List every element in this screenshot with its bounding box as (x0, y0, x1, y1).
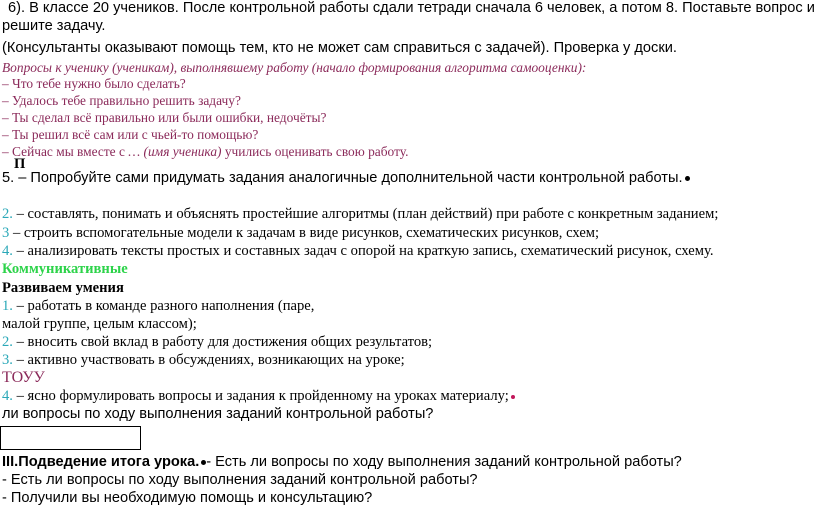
question-5-end: учились оценивать свою работу. (221, 144, 409, 159)
develop-skills-heading: Развиваем умения (2, 280, 124, 296)
skill-4-text: – анализировать тексты простых и составных задач с опорой на краткую запись, схематический рисунок, схему. (12, 243, 714, 259)
question-4: – Ты решил всё сам или с чьей-то помощью? (2, 127, 259, 142)
pink-dot-icon (511, 395, 515, 399)
questions-heading: Вопросы к ученику (ученикам), выполнявшему работу (начало формирования алгоритма самооценки): (2, 60, 587, 75)
comm-skill-2-number: 2. (2, 334, 13, 350)
question-3: – Ты сделал всё правильно или были ошибки, недочёты? (2, 110, 327, 125)
task-5-text: 5. – Попробуйте сами придумать задания аналогичные дополнительной части контрольной работы. (2, 170, 683, 186)
letter-p: П (14, 156, 26, 172)
skill-2-number: 2. (2, 206, 13, 222)
summary-question-2: - Есть ли вопросы по ходу выполнения заданий контрольной работы? (2, 472, 478, 488)
summary-question: - Есть ли вопросы по ходу выполнения заданий контрольной работы? (206, 454, 682, 470)
skill-3 (2, 225, 599, 242)
empty-box (0, 426, 141, 450)
comm-skill-4-number: 4. (2, 388, 13, 404)
comm-skill-4 (2, 388, 515, 405)
question-5-name: … (имя ученика) (128, 144, 222, 159)
question-5 (2, 144, 408, 159)
comm-skill-3-text: – активно участвовать в обсуждениях, возникающих на уроке; (12, 352, 405, 368)
task-line-2: решите задачу. (2, 18, 106, 34)
comm-skill-4-text: – ясно формулировать вопросы и задания к пройденному на уроках материалу; (12, 388, 509, 404)
skill-2-text: – составлять, понимать и объяснять простейшие алгоритмы (план действий) при работе с конкретным заданием; (12, 206, 719, 222)
skill-2 (2, 206, 718, 223)
consultants-note: (Консультанты оказывают помощь тем, кто не может сам справиться с задачей). Проверка у доски. (2, 40, 677, 56)
summary-question-3: - Получили вы необходимую помощь и консультацию? (2, 490, 373, 506)
question-1: – Что тебе нужно было сделать? (2, 76, 186, 91)
summary-heading: III.Подведение итога урока. (2, 454, 200, 470)
toyy-label: ТОУУ (2, 369, 45, 386)
comm-skill-1-text: – работать в команде разного наполнения (паре, (12, 298, 315, 314)
comm-skill-1-cont: малой группе, целым классом); (2, 316, 197, 332)
questions-fragment: ли вопросы по ходу выполнения заданий контрольной работы? (2, 406, 434, 422)
bullet-dot-icon (685, 176, 690, 181)
communicative-heading: Коммуникативные (2, 261, 128, 277)
skill-4 (2, 243, 714, 260)
comm-skill-1-number: 1. (2, 298, 13, 314)
question-2: – Удалось тебе правильно решить задачу? (2, 93, 241, 108)
skill-3-number: 3 (2, 225, 10, 241)
question-5-start: – Сейчас мы вместе с (2, 144, 129, 159)
comm-skill-2-text: – вносить свой вклад в работу для достижения общих результатов; (12, 334, 433, 350)
summary-line (2, 454, 682, 471)
skill-4-number: 4. (2, 243, 13, 259)
task-5 (2, 170, 690, 187)
comm-skill-3-number: 3. (2, 352, 13, 368)
task-line-1: 6). В классе 20 учеников. После контрольной работы сдали тетради сначала 6 человек, а потом 8. Поставьте вопрос и (8, 0, 815, 16)
skill-3-text: – строить вспомогательные модели к задачам в виде рисунков, схематических рисунков, схем; (9, 225, 600, 241)
comm-skill-1 (2, 298, 314, 315)
comm-skill-2 (2, 334, 432, 351)
comm-skill-3 (2, 352, 405, 369)
